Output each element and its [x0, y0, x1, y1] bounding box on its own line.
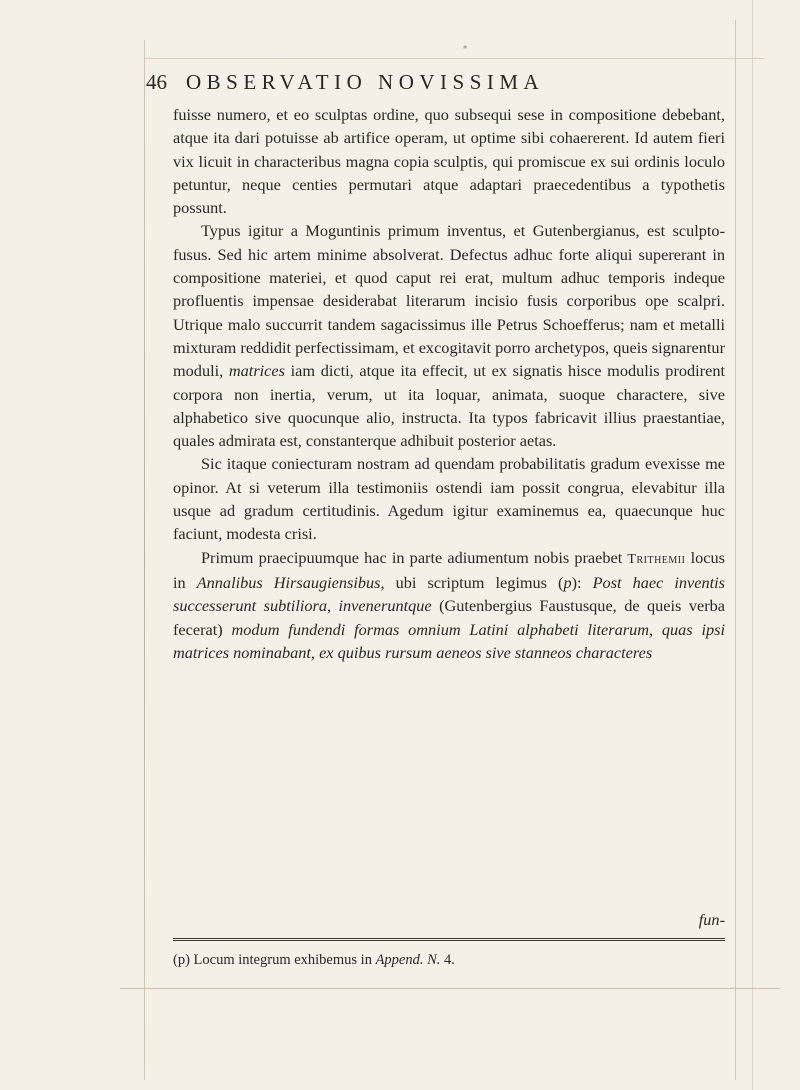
page-edge-top	[144, 58, 764, 59]
paragraph-1: fuisse numero, et eo sculptas ordine, quo subsequi sese in compositione debebant, atque ita dari potuisse ab artifice operam, ut optime sibi cohaererent. Id autem fieri vix licuit in characteribus magna copia sculptis, qui promiscue ex sui ordinis loculo petuntur, neque centies permutari atque adaptari praecedentibus a typothetis possunt.	[173, 105, 725, 218]
page-edge-bottom	[120, 988, 780, 989]
body-text	[173, 103, 725, 664]
page-edge-right	[735, 20, 736, 1080]
quote-part-2: modum fundendi formas omnium Latini alphabeti literarum, quas ipsi matrices nominabant, ex quibus rursum aeneos sive stanneos characteres	[173, 619, 725, 662]
mid-text-1: , ubi scriptum legimus (	[380, 572, 564, 592]
work-title: Annalibus Hirsaugiensibus	[196, 572, 381, 592]
footnote-text: Locum integrum exhibemus in	[193, 952, 372, 968]
page-number: 46	[146, 70, 167, 94]
paragraph-2	[173, 219, 725, 452]
footnote-reference-tail: 4.	[444, 952, 455, 968]
catchword: fun-	[698, 910, 725, 929]
page-edge-far-right	[752, 0, 753, 1090]
term-matrices: matrices	[228, 361, 285, 381]
paragraph-2-tail: iam dicti, atque ita effecit, ut ex signatis hisce modulis prodirent corpora non inertia, verum, ut ita loquar, animata, suoque charactere, sive alphabetico sive quocunque alio, instructa. Ita typos fabricavit illius praestantiae, quales admirata est, constanterque adhibuit posterior aetas.	[173, 361, 725, 451]
scan-mark: ⁎	[463, 42, 467, 51]
running-head: OBSERVATIO NOVISSIMA	[186, 70, 545, 94]
quote-part-1: Post haec inventis successerunt subtiliora, inveneruntque	[173, 572, 725, 616]
footnote-mark: (p)	[173, 952, 190, 968]
footnote	[173, 950, 725, 970]
paragraph-4-text: Primum praecipuumque hac in parte adiumentum nobis praebet	[201, 547, 623, 567]
locus-text: locus in	[173, 547, 725, 592]
author-name: Trithemii	[627, 551, 686, 567]
parenthetical: (Gutenbergius Faustusque, de queis verba fecerat)	[173, 596, 725, 639]
footnote-ref: p	[563, 572, 572, 592]
footnote-reference: Append. N.	[375, 952, 441, 968]
mid-text-2: ):	[571, 572, 582, 592]
paragraph-3: Sic itaque coniecturam nostram ad quendam probabilitatis gradum evexisse me opinor. At si veterum illa testimoniis ostendi iam possit congrua, elevabitur illa usque ad gradum certitudinis. Agedum igitur examinemus ea, quaecunque huc faciunt, modesta crisi.	[173, 454, 725, 544]
paragraph-4	[173, 546, 725, 664]
paragraph-2-text: Typus igitur a Moguntinis primum inventus, et Gutenbergianus, est sculpto-fusus. Sed hic artem minime absolverat. Defectus adhuc forte aliqui supererant in compositione materiei, et quod caput rei erat, multum adhuc temporis indeque profluentis impensae desiderabat literarum incisio fusis corporibus ope scalpri. Utrique malo succurrit tandem sagacissimus ille Petrus Schoefferus; nam et metalli mixturam reddidit perfectissimam, et excogitavit porro archetypos, queis signarentur moduli,	[173, 221, 725, 381]
page-header	[146, 70, 726, 98]
page-edge-left	[144, 40, 145, 1080]
footnote-rule	[173, 938, 725, 941]
